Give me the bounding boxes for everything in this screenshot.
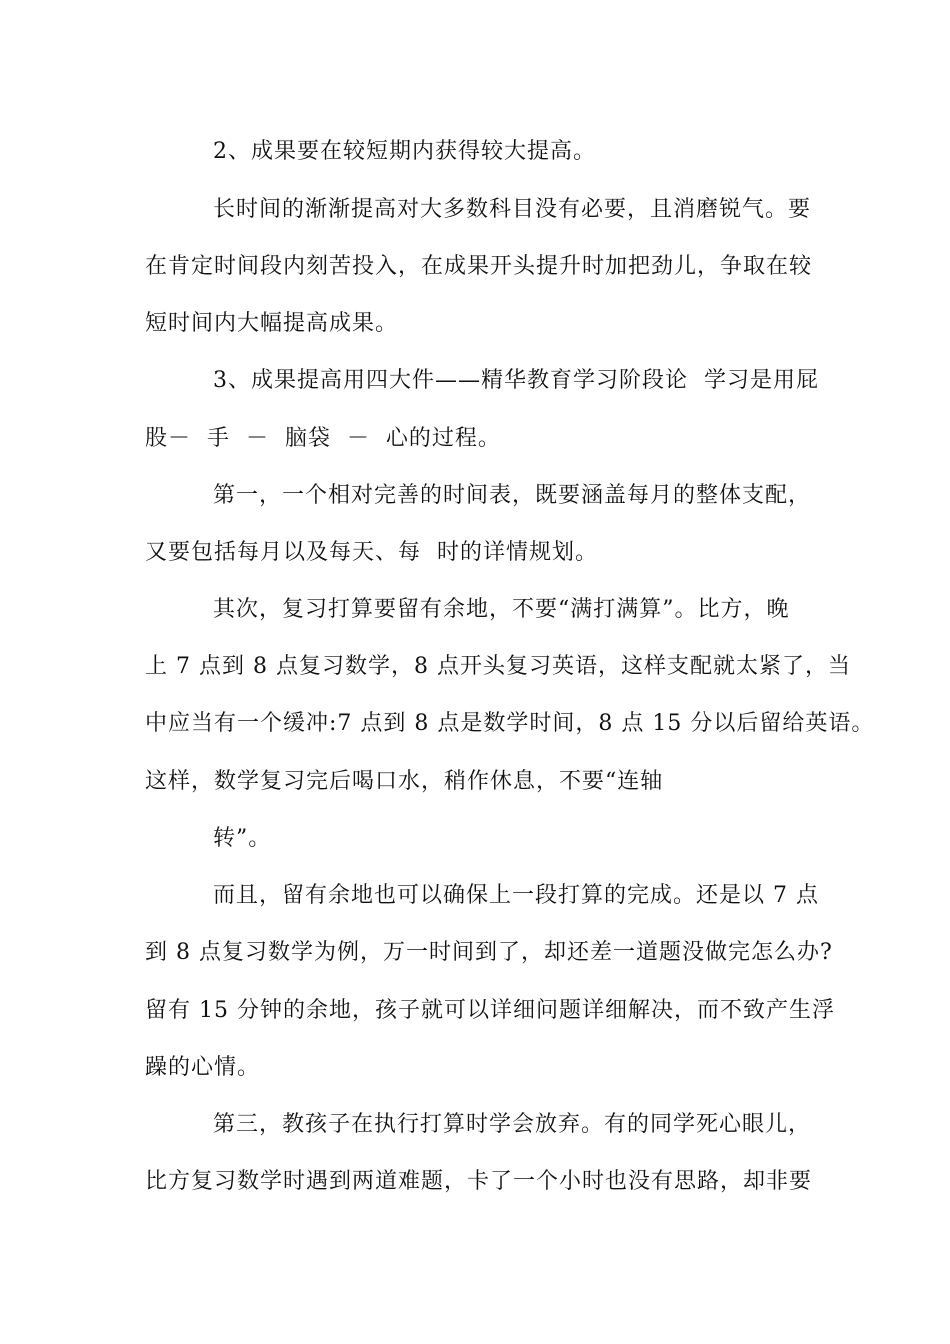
paragraph-line: 长时间的渐渐提高对大多数科目没有必要，且消磨锐气。要 — [213, 197, 812, 222]
paragraph-line: 比方复习数学时遇到两道难题，卡了一个小时也没有思路，却非要 — [145, 1169, 813, 1194]
paragraph-line: 而且，留有余地也可以确保上一段打算的完成。还是以 7 点 — [213, 883, 819, 908]
paragraph-line: 3、成果提高用四大件——精华教育学习阶段论 学习是用屁 — [213, 368, 819, 393]
paragraph-line: 第三，教孩子在执行打算时学会放弃。有的同学死心眼儿， — [213, 1112, 812, 1137]
paragraph-line: 转”。 — [213, 826, 272, 851]
paragraph-line: 短时间内大幅提高成果。 — [145, 311, 399, 336]
paragraph-line: 2、成果要在较短期内获得较大提高。 — [213, 139, 596, 164]
paragraph-line: 在肯定时间段内刻苦投入，在成果开头提升时加把劲儿，争取在较 — [145, 254, 813, 279]
paragraph-line: 又要包括每月以及每天、每 时的详情规划。 — [145, 540, 598, 565]
paragraph-line: 到 8 点复习数学为例，万一时间到了，却还差一道题没做完怎么办? — [145, 940, 833, 965]
paragraph-line: 躁的心情。 — [145, 1055, 261, 1080]
paragraph-line: 股－ 手 － 脑袋 － 心的过程。 — [145, 426, 501, 451]
paragraph-line: 留有 15 分钟的余地，孩子就可以详细问题详细解决，而不致产生浮 — [145, 998, 835, 1023]
paragraph-line: 中应当有一个缓冲:7 点到 8 点是数学时间，8 点 15 分以后留给英语。 — [145, 711, 875, 736]
paragraph-line: 第一，一个相对完善的时间表，既要涵盖每月的整体支配， — [213, 483, 812, 508]
paragraph-line: 这样，数学复习完后喝口水，稍作休息，不要“连轴 — [145, 769, 664, 794]
paragraph-line: 其次，复习打算要留有余地，不要“满打满算”。比方，晚 — [213, 597, 790, 622]
paragraph-line: 上 7 点到 8 点复习数学，8 点开头复习英语，这样支配就太紧了，当 — [145, 654, 851, 679]
